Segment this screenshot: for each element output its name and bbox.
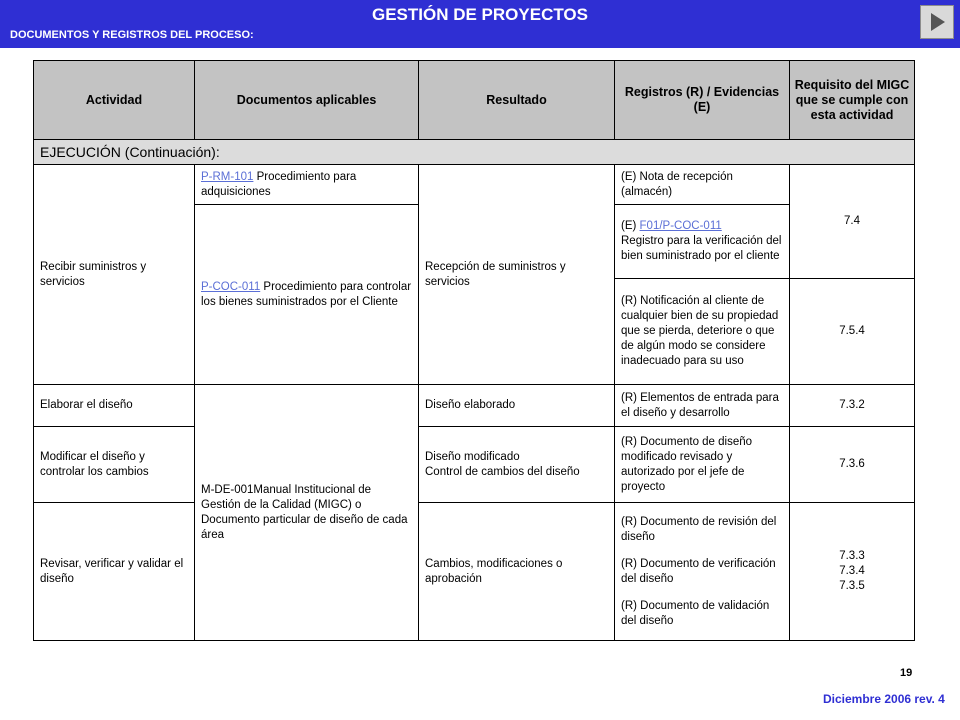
column-header-documentos: Documentos aplicables [195,61,419,140]
header-bar [0,0,960,48]
record-line: (R) Documento de verificación del diseño [621,557,776,585]
record-line: (R) Documento de validación del diseño [621,599,770,627]
play-next-icon [931,13,945,31]
requirement-line: 7.3.4 [839,565,865,577]
cell-requisito-7-4: 7.4 [790,165,915,279]
page-subtitle: DOCUMENTOS Y REGISTROS DEL PROCESO: [10,29,254,41]
cell-resultado-recepcion: Recepción de suministros y servicios [419,165,615,385]
result-line: Control de cambios del diseño [425,465,580,478]
record-description: Registro para la verificación del bien suministrado por el cliente [621,235,782,262]
next-page-button[interactable] [920,5,954,39]
cell-resultado-modificado [419,427,615,503]
cell-actividad-elaborar: Elaborar el diseño [34,385,195,427]
column-header-registros: Registros (R) / Evidencias (E) [615,61,790,140]
page-title: GESTIÓN DE PROYECTOS [371,5,588,24]
cell-requisito-7-5-4: 7.5.4 [790,279,915,385]
column-header-resultado: Resultado [419,61,615,140]
cell-registro-revision [615,503,790,641]
record-prefix: (E) [621,220,640,232]
cell-registro-notificacion: (R) Notificación al cliente de cualquier bien de su propiedad que se pierda, deteriore o que de algún modo se considere inadecuado para su uso [615,279,790,385]
requirement-line: 7.3.3 [839,550,865,562]
section-title: EJECUCIÓN (Continuación): [34,140,915,165]
cell-actividad-modificar: Modificar el diseño y controlar los cambios [34,427,195,503]
record-link-f01-p-coc-011[interactable]: F01/P-COC-011 [639,220,722,232]
cell-requisito-7-3-6: 7.3.6 [790,427,915,503]
cell-registro-verificacion [615,205,790,279]
table-row [34,385,915,427]
cell-resultado-elaborado: Diseño elaborado [419,385,615,427]
cell-registro-modificado: (R) Documento de diseño modificado revisado y autorizado por el jefe de proyecto [615,427,790,503]
cell-registro-elementos: (R) Elementos de entrada para el diseño y desarrollo [615,385,790,427]
cell-requisito-7-3-2: 7.3.2 [790,385,915,427]
cell-documento-bienes-cliente [195,205,419,385]
table-row [34,503,915,641]
cell-actividad-recibir: Recibir suministros y servicios [34,165,195,385]
table-row [34,165,915,205]
document-link-p-coc-011[interactable]: P-COC-011 [201,280,261,293]
process-table [33,60,915,641]
cell-documento-adquisiciones [195,165,419,205]
cell-requisito-7-3-3-5 [790,503,915,641]
document-description: Procedimiento para adquisiciones [201,170,357,198]
footer-date: Diciembre 2006 rev. 4 [823,692,945,706]
result-line: Diseño modificado [425,450,520,463]
column-header-requisito: Requisito del MIGC que se cumple con esta actividad [790,61,915,140]
cell-registro-nota-recepcion: (E) Nota de recepción (almacén) [615,165,790,205]
table-header-row [34,61,915,140]
table-row [34,427,915,503]
cell-documento-manual: M-DE-001Manual Institucional de Gestión de la Calidad (MIGC) o Documento particular de diseño de cada área [195,385,419,641]
cell-resultado-cambios: Cambios, modificaciones o aprobación [419,503,615,641]
column-header-actividad: Actividad [34,61,195,140]
document-description: Procedimiento para controlar los bienes suministrados por el Cliente [201,280,412,308]
record-line: (R) Documento de revisión del diseño [621,515,777,543]
cell-actividad-revisar: Revisar, verificar y validar el diseño [34,503,195,641]
section-row [34,140,915,165]
page-number: 19 [900,667,913,679]
requirement-line: 7.3.5 [839,580,865,592]
document-link-p-rm-101[interactable]: P-RM-101 [201,170,254,183]
